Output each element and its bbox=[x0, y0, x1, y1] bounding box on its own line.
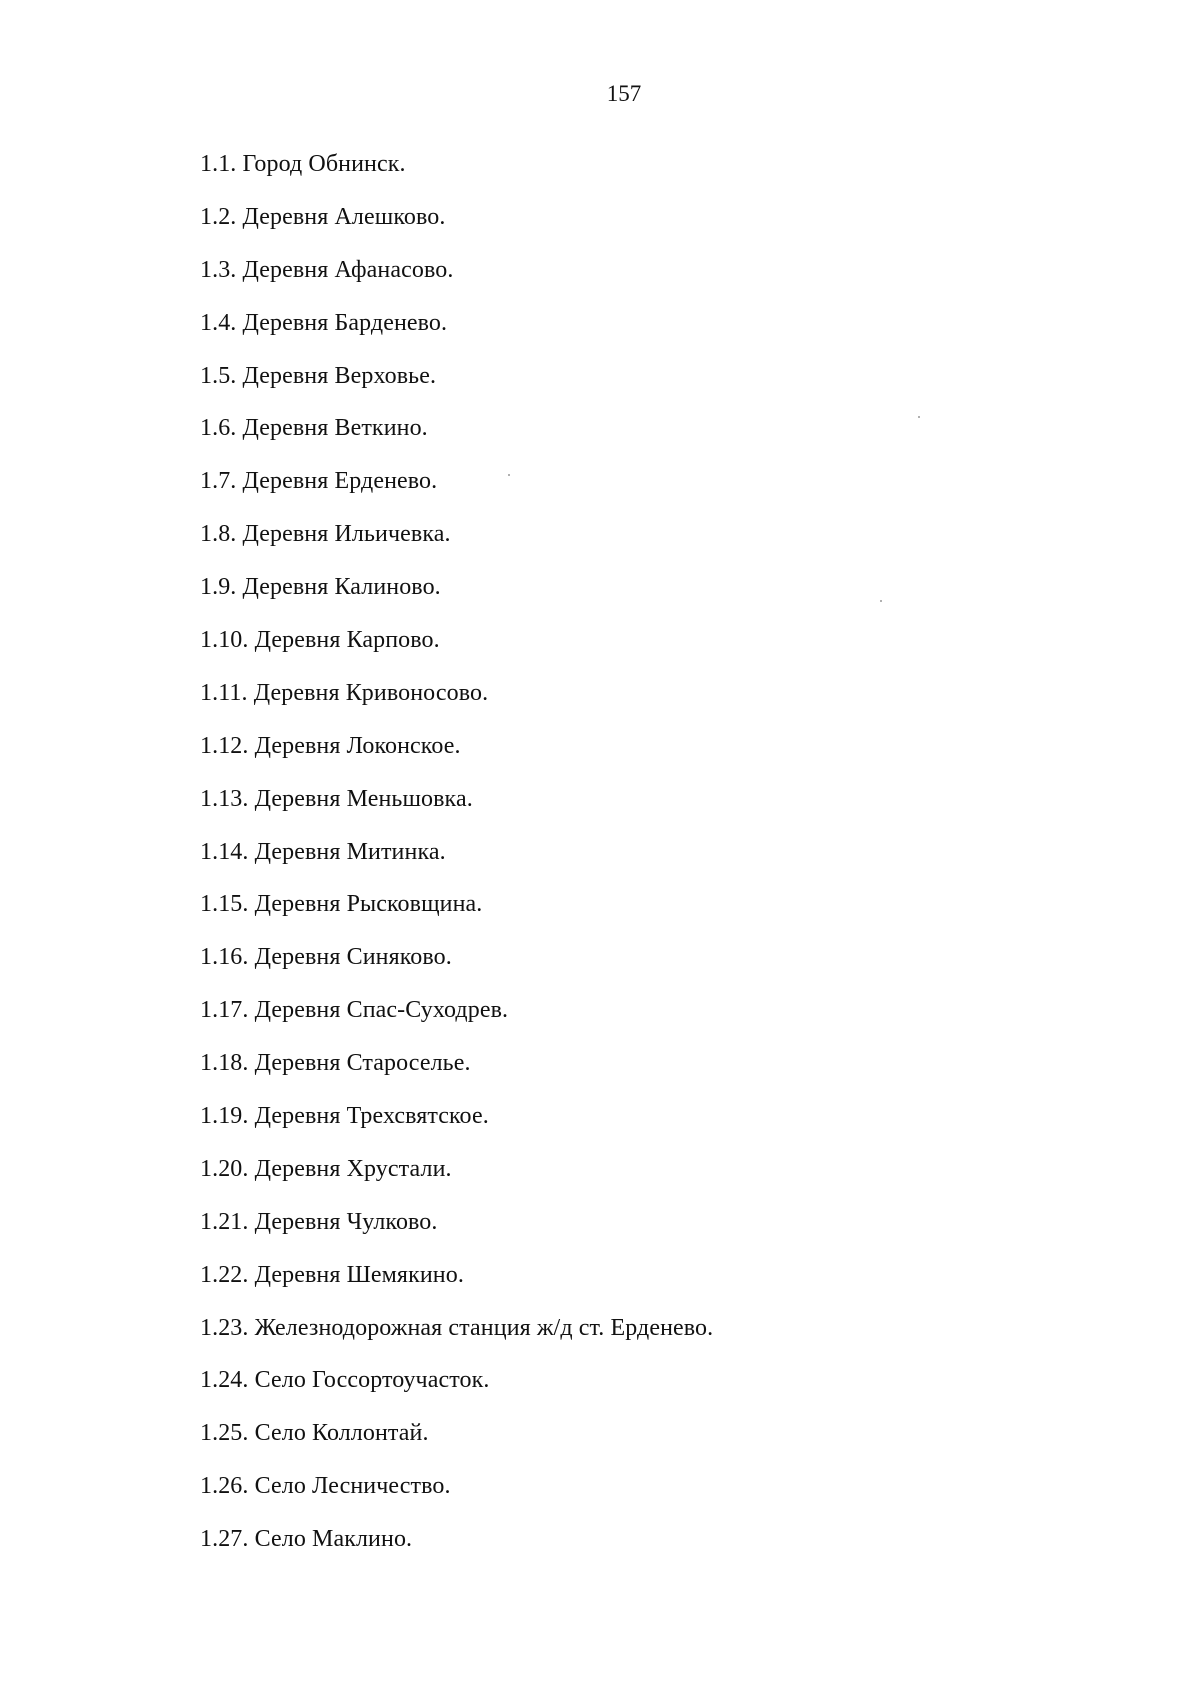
list-item: 1.8. Деревня Ильичевка. bbox=[200, 521, 451, 548]
list-item: 1.17. Деревня Спас-Суходрев. bbox=[200, 997, 509, 1024]
list-item: 1.5. Деревня Верховье. bbox=[200, 362, 437, 389]
list-item: 1.27. Село Маклино. bbox=[200, 1526, 413, 1553]
scan-speck bbox=[508, 474, 510, 476]
list-item: 1.25. Село Коллонтай. bbox=[200, 1420, 429, 1447]
list-item: 1.3. Деревня Афанасово. bbox=[200, 256, 454, 283]
list-item: 1.24. Село Госсортоучасток. bbox=[200, 1367, 490, 1394]
list-item: 1.13. Деревня Меньшовка. bbox=[200, 785, 473, 812]
list-item: 1.6. Деревня Веткино. bbox=[200, 415, 428, 442]
list-item: 1.9. Деревня Калиново. bbox=[200, 574, 441, 601]
list-item: 1.15. Деревня Рысковщина. bbox=[200, 891, 483, 918]
list-item: 1.10. Деревня Карпово. bbox=[200, 627, 440, 654]
list-item: 1.22. Деревня Шемякино. bbox=[200, 1261, 464, 1288]
scan-speck bbox=[880, 600, 882, 602]
list-item: 1.4. Деревня Барденево. bbox=[200, 309, 448, 336]
list-item: 1.18. Деревня Староселье. bbox=[200, 1050, 471, 1077]
settlement-list bbox=[200, 150, 713, 1578]
list-item: 1.1. Город Обнинск. bbox=[200, 151, 406, 177]
list-item: 1.11. Деревня Кривоносово. bbox=[200, 679, 489, 706]
list-item: 1.26. Село Лесничество. bbox=[200, 1473, 451, 1500]
page-number: 157 bbox=[606, 81, 642, 106]
list-item: 1.20. Деревня Хрустали. bbox=[200, 1155, 452, 1182]
list-item: 1.23. Железнодорожная станция ж/д ст. Ерденево. bbox=[200, 1314, 714, 1341]
list-item: 1.2. Деревня Алешково. bbox=[200, 203, 446, 230]
list-item: 1.19. Деревня Трехсвятское. bbox=[200, 1103, 489, 1130]
scan-speck bbox=[918, 416, 920, 418]
list-item: 1.7. Деревня Ерденево. bbox=[200, 468, 438, 495]
list-item: 1.16. Деревня Синяково. bbox=[200, 944, 452, 971]
list-item: 1.14. Деревня Митинка. bbox=[200, 838, 446, 865]
list-item: 1.12. Деревня Локонское. bbox=[200, 732, 461, 759]
list-item: 1.21. Деревня Чулково. bbox=[200, 1208, 438, 1235]
